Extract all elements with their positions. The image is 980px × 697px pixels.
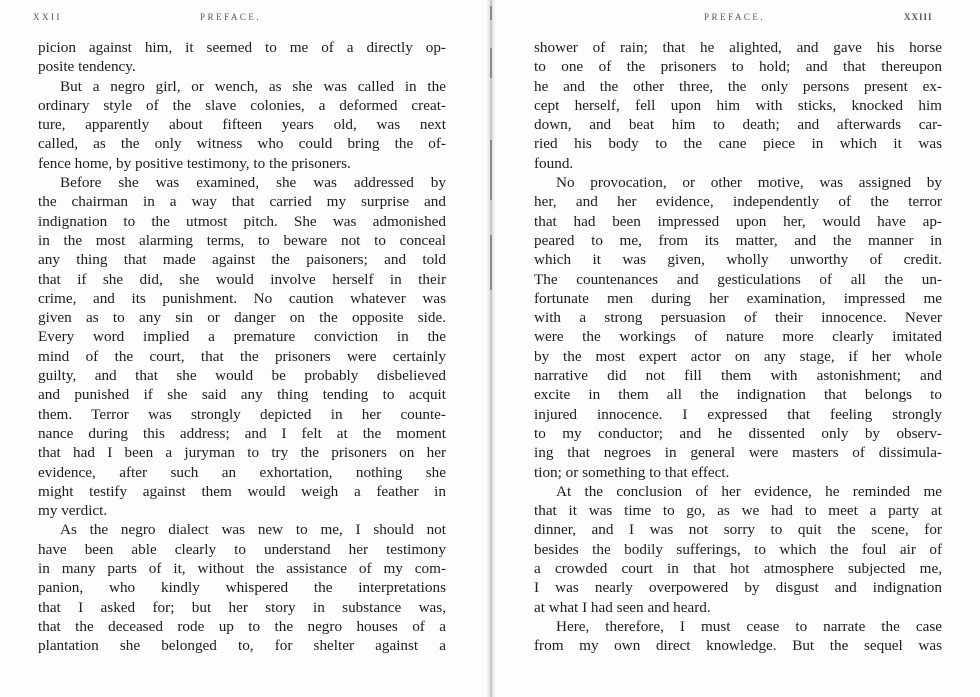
text-line: from my own direct knowledge. But the sequel was xyxy=(534,637,942,655)
right-running-head: PREFACE. xyxy=(704,12,766,22)
text-line: excite in them all the indignation that belongs to xyxy=(534,386,942,404)
text-line: ordinary style of the slave colonies, a deformed creat- xyxy=(38,96,446,114)
text-line: that if she did, she would involve herself in their xyxy=(38,270,446,288)
text-line: and punished if she said any thing tending to acquit xyxy=(38,386,446,404)
text-line: that I asked for; but her story in substance was, xyxy=(38,598,446,616)
text-line: panion, who kindly whispered the interpretations xyxy=(38,579,446,597)
text-line: dinner, and I was not sorry to quit the scene, for xyxy=(534,521,942,539)
text-line: to one of the prisoners to hold; and that thereupon xyxy=(534,58,942,76)
text-line: mind of the court, that the prisoners were certainly xyxy=(38,347,446,365)
text-line: that had I been a juryman to try the prisoners on her xyxy=(38,444,446,462)
text-line: her, and her evidence, independently of the terror xyxy=(534,193,942,211)
text-line: Here, therefore, I must cease to narrate the case xyxy=(556,617,942,635)
text-line: my verdict. xyxy=(38,502,108,520)
text-line: The countenances and gesticulations of all the un- xyxy=(534,270,942,288)
text-line: At the conclusion of her evidence, he reminded me xyxy=(556,482,942,500)
text-line: in many parts of it, without the assistance of my com- xyxy=(38,560,446,578)
text-line: ing that negroes in general were masters of dissimula- xyxy=(534,444,942,462)
text-line: nance during this address; and I felt at the moment xyxy=(38,424,446,442)
text-line: with a strong persuasion of their innocence. Never xyxy=(534,309,942,327)
text-line: given as to any sin or danger on the opposite side. xyxy=(38,309,446,327)
text-line: Before she was examined, she was addressed by xyxy=(60,174,446,192)
text-line: in the most alarming terms, to beware not to conceal xyxy=(38,231,446,249)
text-line: fortunate men during her examination, impressed me xyxy=(534,289,942,307)
text-line: found. xyxy=(534,154,574,172)
text-line: any thing that made against the paisoners; and told xyxy=(38,251,446,269)
text-line: to my conductor; and he dissented only by observ- xyxy=(534,424,942,442)
text-line: guilty, and that she would be probably disbelieved xyxy=(38,367,446,385)
text-line: posite tendency. xyxy=(38,58,136,76)
gutter-shadow-mark xyxy=(490,6,492,20)
right-page-number: XXIII xyxy=(904,12,933,22)
text-line: a crowded court in that hot atmosphere subjected me, xyxy=(534,560,942,578)
text-line: that the deceased rode up to the negro houses of a xyxy=(38,617,446,635)
text-line: evidence, after such an exhortation, nothing she xyxy=(38,463,446,481)
text-line: which it was given, wholly unworthy of credit. xyxy=(534,251,942,269)
gutter-shadow-mark xyxy=(490,48,492,78)
book-gutter xyxy=(486,0,496,697)
text-line: that had been impressed upon her, would have ap- xyxy=(534,212,942,230)
gutter-shadow-mark xyxy=(490,140,492,200)
text-line: were the workings of nature more clearly imitated xyxy=(534,328,942,346)
text-line: cept herself, fell upon him with sticks, knocked him xyxy=(534,96,942,114)
right-page xyxy=(496,0,980,697)
text-line: fence home, by positive testimony, to the prisoners. xyxy=(38,154,351,172)
text-line: at what I had seen and heard. xyxy=(534,598,711,616)
text-line: by the most expert actor on any stage, if her whole xyxy=(534,347,942,365)
text-line: might testify against them would weigh a feather in xyxy=(38,482,446,500)
text-line: besides the bodily sufferings, to which the foul air of xyxy=(534,540,942,558)
text-line: down, and beat him to death; and afterwards car- xyxy=(534,116,942,134)
text-line: shower of rain; that he alighted, and gave his horse xyxy=(534,39,942,56)
text-line: tion; or something to that effect. xyxy=(534,463,730,481)
text-line: As the negro dialect was new to me, I should not xyxy=(60,521,446,539)
text-line: called, as the only witness who could bring the of- xyxy=(38,135,446,153)
text-line: narrative did not fill them with astonishment; and xyxy=(534,367,942,385)
text-line: plantation she belonged to, for shelter against a xyxy=(38,637,446,655)
text-line: ture, apparently about fifteen years old, was next xyxy=(38,116,446,134)
text-line: indignation to the utmost pitch. She was admonished xyxy=(38,212,446,230)
left-page xyxy=(0,0,488,697)
text-line: injured innocence. I expressed that feeling strongly xyxy=(534,405,942,423)
right-page-body xyxy=(534,38,942,656)
text-line: that it was time to go, as we had to meet a party at xyxy=(534,502,942,520)
text-line: have been able clearly to understand her testimony xyxy=(38,540,446,558)
text-line: he and the other three, the only persons present ex- xyxy=(534,77,942,95)
left-page-body xyxy=(38,38,446,656)
text-line: the chairman in a way that carried my surprise and xyxy=(38,193,446,211)
text-line: peared to me, from its matter, and the manner in xyxy=(534,231,942,249)
text-line: picion against him, it seemed to me of a directly op- xyxy=(38,39,446,56)
text-line: Every word implied a premature conviction in the xyxy=(38,328,446,346)
text-line: But a negro girl, or wench, as she was called in the xyxy=(60,77,446,95)
text-line: ried his body to the cane piece in which it was xyxy=(534,135,942,153)
text-line: I was nearly overpowered by disgust and indignation xyxy=(534,579,942,597)
text-line: No provocation, or other motive, was assigned by xyxy=(556,174,942,192)
left-running-head: PREFACE. xyxy=(200,12,262,22)
text-line: them. Terror was strongly depicted in her counte- xyxy=(38,405,446,423)
gutter-shadow-mark xyxy=(490,235,492,290)
text-line: crime, and its punishment. No caution whatever was xyxy=(38,289,446,307)
left-page-number: XXII xyxy=(33,12,62,22)
